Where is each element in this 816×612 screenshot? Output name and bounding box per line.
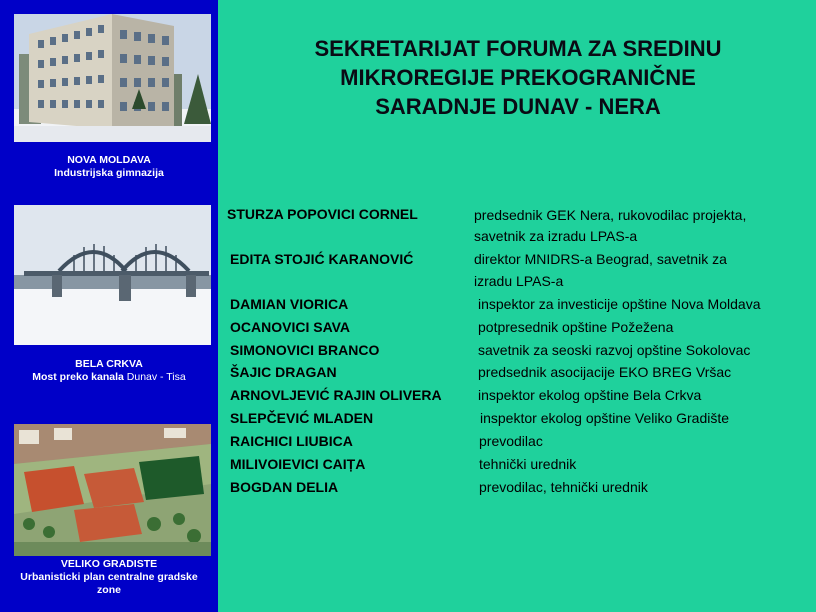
member-name: ARNOVLJEVIĆ RAJIN OLIVERA: [230, 387, 442, 403]
member-name: DAMIAN VIORICA: [230, 296, 349, 312]
member-role: prevodilac: [479, 433, 543, 449]
member-name: ŠAJIC DRAGAN: [230, 364, 337, 380]
member-name: SLEPČEVIĆ MLADEN: [230, 410, 374, 426]
nova-moldava-caption: NOVA MOLDAVA Industrijska gimnazija: [54, 154, 164, 179]
member-role: savetnik za seoski razvoj opštine Sokolovac: [478, 342, 751, 358]
member-name: OCANOVICI SAVA: [230, 319, 351, 335]
member-role: izradu LPAS-a: [474, 273, 564, 289]
bridge-photo: [14, 205, 211, 345]
veliko-gradiste-caption: VELIKO GRADISTE Urbanisticki plan centralne gradske zone: [20, 558, 198, 596]
bela-crkva-caption: BELA CRKVA Most preko kanala Dunav - Tisa: [32, 358, 186, 383]
member-name: BOGDAN DELIA: [230, 479, 339, 495]
member-role: direktor MNIDRS-a Beograd, savetnik za: [474, 251, 727, 267]
member-role: inspektor ekolog opštine Veliko Gradište: [480, 410, 730, 426]
member-role: inspektor za investicije opštine Nova Moldava: [478, 296, 761, 312]
member-role: inspektor ekolog opštine Bela Crkva: [478, 387, 702, 403]
member-role: tehnički urednik: [479, 456, 577, 472]
urban-plan-photo: [14, 424, 211, 556]
member-name: MILIVOIEVICI CAIȚA: [230, 456, 366, 472]
member-name: STURZA POPOVICI CORNEL: [227, 206, 418, 222]
member-role: savetnik za izradu LPAS-a: [474, 228, 638, 244]
member-role: predsednik GEK Nera, rukovodilac projekta,: [474, 207, 747, 223]
page-title: SEKRETARIJAT FORUMA ZA SREDINU MIKROREGIJE PREKOGRANIČNE SARADNJE DUNAV - NERA: [314, 36, 722, 119]
member-role: potpresednik opštine Požežena: [478, 319, 674, 335]
member-name: RAICHICI LIUBICA: [230, 433, 353, 449]
member-role: prevodilac, tehnički urednik: [479, 479, 648, 495]
member-role: predsednik asocijacije EKO BREG Vršac: [478, 364, 732, 380]
member-name: EDITA STOJIĆ KARANOVIĆ: [230, 251, 414, 267]
member-name: SIMONOVICI BRANCO: [230, 342, 380, 358]
school-building-photo: [14, 14, 211, 142]
sidebar: [0, 0, 218, 612]
